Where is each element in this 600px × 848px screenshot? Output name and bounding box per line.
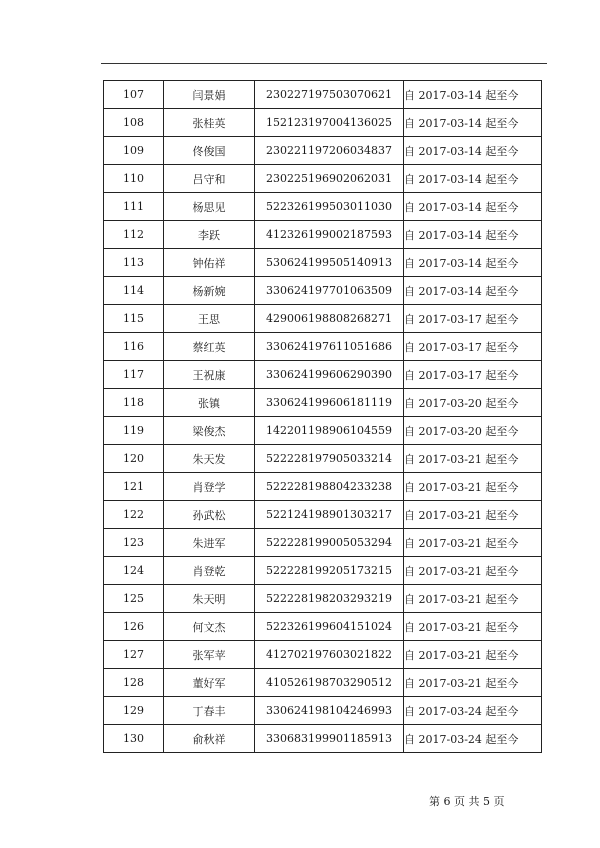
person-name: 肖登乾 [164, 557, 255, 585]
roster-table [103, 80, 542, 753]
person-name: 孙武松 [164, 501, 255, 529]
id-number: 230225196902062031 [255, 165, 404, 193]
row-number: 117 [104, 361, 164, 389]
id-number: 230227197503070621 [255, 81, 404, 109]
start-date: 自 2017-03-21 起至今 [404, 613, 542, 641]
table-row [104, 613, 542, 641]
person-name: 梁俊杰 [164, 417, 255, 445]
table-row [104, 109, 542, 137]
row-number: 121 [104, 473, 164, 501]
id-number: 522228197905033214 [255, 445, 404, 473]
table-row [104, 277, 542, 305]
row-number: 118 [104, 389, 164, 417]
id-number: 412326199002187593 [255, 221, 404, 249]
header-rule [101, 63, 547, 64]
person-name: 李跃 [164, 221, 255, 249]
person-name: 吕守和 [164, 165, 255, 193]
table-row [104, 305, 542, 333]
row-number: 122 [104, 501, 164, 529]
id-number: 230221197206034837 [255, 137, 404, 165]
row-number: 128 [104, 669, 164, 697]
person-name: 张镇 [164, 389, 255, 417]
table-row [104, 361, 542, 389]
table-row [104, 81, 542, 109]
start-date: 自 2017-03-14 起至今 [404, 137, 542, 165]
id-number: 330683199901185913 [255, 725, 404, 753]
person-name: 杨新婉 [164, 277, 255, 305]
row-number: 130 [104, 725, 164, 753]
start-date: 自 2017-03-14 起至今 [404, 277, 542, 305]
row-number: 115 [104, 305, 164, 333]
start-date: 自 2017-03-24 起至今 [404, 697, 542, 725]
row-number: 126 [104, 613, 164, 641]
start-date: 自 2017-03-14 起至今 [404, 249, 542, 277]
start-date: 自 2017-03-17 起至今 [404, 305, 542, 333]
row-number: 119 [104, 417, 164, 445]
start-date: 自 2017-03-21 起至今 [404, 473, 542, 501]
person-name: 朱进军 [164, 529, 255, 557]
table-row [104, 725, 542, 753]
start-date: 自 2017-03-21 起至今 [404, 529, 542, 557]
person-name: 钟佑祥 [164, 249, 255, 277]
person-name: 张军苹 [164, 641, 255, 669]
person-name: 丁春丰 [164, 697, 255, 725]
start-date: 自 2017-03-14 起至今 [404, 81, 542, 109]
id-number: 410526198703290512 [255, 669, 404, 697]
person-name: 朱天明 [164, 585, 255, 613]
person-name: 王祝康 [164, 361, 255, 389]
person-name: 闫景娟 [164, 81, 255, 109]
table-row [104, 417, 542, 445]
row-number: 108 [104, 109, 164, 137]
id-number: 522124198901303217 [255, 501, 404, 529]
table-row [104, 137, 542, 165]
row-number: 124 [104, 557, 164, 585]
id-number: 429006198808268271 [255, 305, 404, 333]
row-number: 111 [104, 193, 164, 221]
table-row [104, 445, 542, 473]
person-name: 俞秋祥 [164, 725, 255, 753]
table-row [104, 249, 542, 277]
start-date: 自 2017-03-21 起至今 [404, 445, 542, 473]
person-name: 董好军 [164, 669, 255, 697]
person-name: 杨思见 [164, 193, 255, 221]
row-number: 109 [104, 137, 164, 165]
row-number: 125 [104, 585, 164, 613]
table-row [104, 333, 542, 361]
table-row [104, 669, 542, 697]
table-row [104, 585, 542, 613]
start-date: 自 2017-03-21 起至今 [404, 669, 542, 697]
id-number: 330624199606290390 [255, 361, 404, 389]
person-name: 何文杰 [164, 613, 255, 641]
start-date: 自 2017-03-21 起至今 [404, 557, 542, 585]
row-number: 107 [104, 81, 164, 109]
start-date: 自 2017-03-17 起至今 [404, 333, 542, 361]
id-number: 522228198203293219 [255, 585, 404, 613]
row-number: 112 [104, 221, 164, 249]
id-number: 522326199503011030 [255, 193, 404, 221]
table-row [104, 641, 542, 669]
table-row [104, 389, 542, 417]
id-number: 330624197611051686 [255, 333, 404, 361]
id-number: 522228199005053294 [255, 529, 404, 557]
row-number: 110 [104, 165, 164, 193]
id-number: 522228198804233238 [255, 473, 404, 501]
start-date: 自 2017-03-20 起至今 [404, 417, 542, 445]
id-number: 522326199604151024 [255, 613, 404, 641]
table-row [104, 221, 542, 249]
page-footer: 第 6 页 共 5 页 [429, 795, 505, 808]
row-number: 116 [104, 333, 164, 361]
table-row [104, 529, 542, 557]
row-number: 113 [104, 249, 164, 277]
id-number: 152123197004136025 [255, 109, 404, 137]
row-number: 129 [104, 697, 164, 725]
id-number: 412702197603021822 [255, 641, 404, 669]
start-date: 自 2017-03-24 起至今 [404, 725, 542, 753]
person-name: 肖登学 [164, 473, 255, 501]
row-number: 123 [104, 529, 164, 557]
person-name: 张桂英 [164, 109, 255, 137]
table-row [104, 473, 542, 501]
person-name: 朱天发 [164, 445, 255, 473]
start-date: 自 2017-03-17 起至今 [404, 361, 542, 389]
roster-body [104, 81, 542, 753]
start-date: 自 2017-03-21 起至今 [404, 501, 542, 529]
row-number: 127 [104, 641, 164, 669]
start-date: 自 2017-03-14 起至今 [404, 109, 542, 137]
table-row [104, 501, 542, 529]
id-number: 330624199606181119 [255, 389, 404, 417]
row-number: 120 [104, 445, 164, 473]
id-number: 522228199205173215 [255, 557, 404, 585]
start-date: 自 2017-03-14 起至今 [404, 193, 542, 221]
person-name: 蔡红英 [164, 333, 255, 361]
person-name: 佟俊国 [164, 137, 255, 165]
start-date: 自 2017-03-14 起至今 [404, 221, 542, 249]
table-row [104, 193, 542, 221]
table-row [104, 165, 542, 193]
id-number: 330624198104246993 [255, 697, 404, 725]
person-name: 王思 [164, 305, 255, 333]
id-number: 142201198906104559 [255, 417, 404, 445]
start-date: 自 2017-03-20 起至今 [404, 389, 542, 417]
start-date: 自 2017-03-14 起至今 [404, 165, 542, 193]
id-number: 530624199505140913 [255, 249, 404, 277]
start-date: 自 2017-03-21 起至今 [404, 585, 542, 613]
table-row [104, 557, 542, 585]
start-date: 自 2017-03-21 起至今 [404, 641, 542, 669]
id-number: 330624197701063509 [255, 277, 404, 305]
row-number: 114 [104, 277, 164, 305]
table-row [104, 697, 542, 725]
